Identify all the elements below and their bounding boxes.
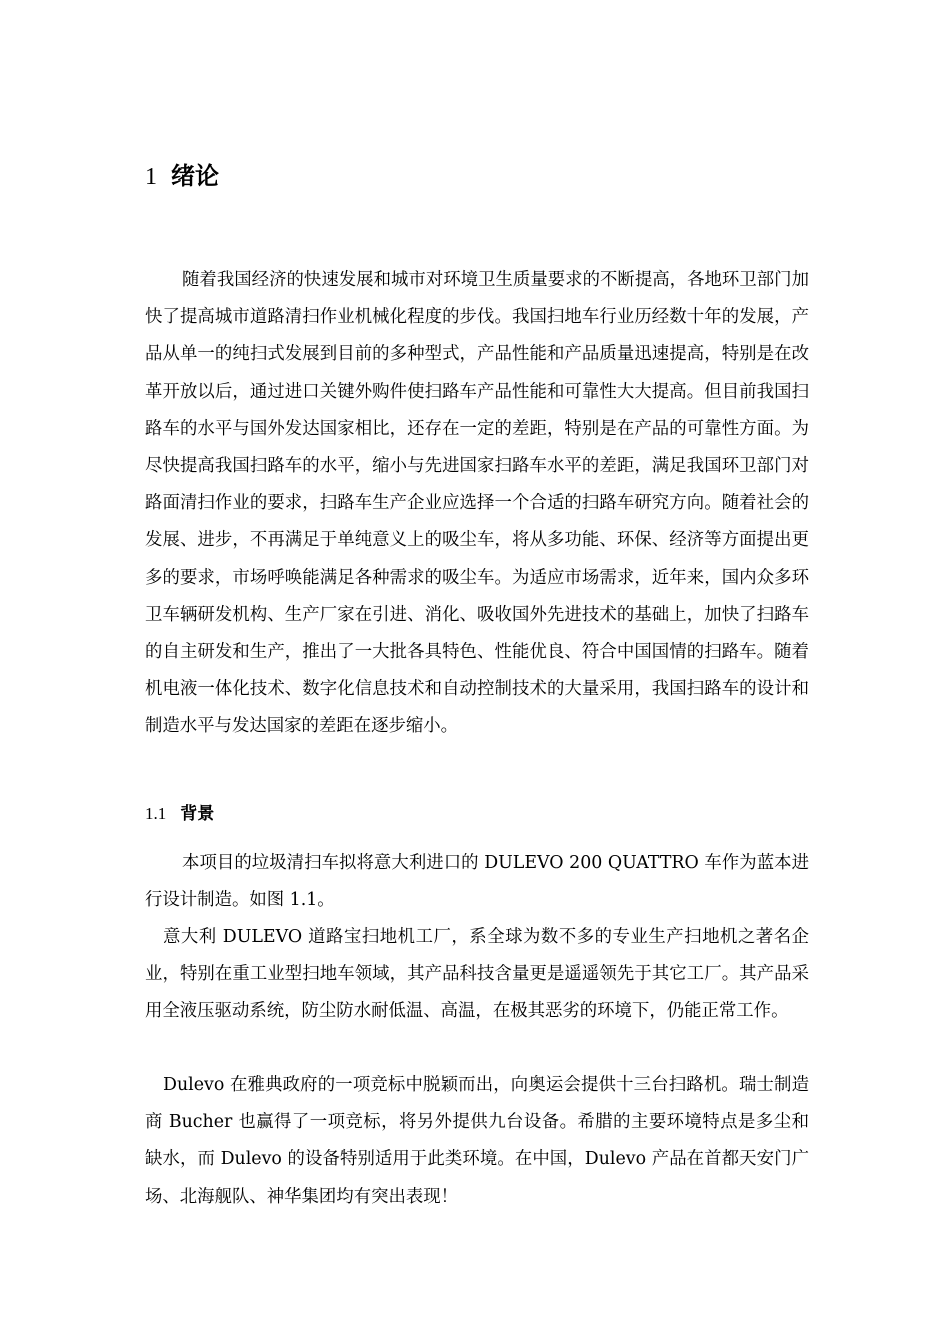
chapter-number: 1 <box>145 164 157 190</box>
section-number: 1.1 <box>145 804 167 823</box>
section-title: 背景 <box>180 804 215 824</box>
project-paragraph: 本项目的垃圾清扫车拟将意大利进口的 DULEVO 200 QUATTRO 车作为蓝本进行设计制造。如图 1.1。 <box>145 853 809 911</box>
chapter-title: 绪论 <box>171 162 219 190</box>
intro-paragraph: 随着我国经济的快速发展和城市对环境卫生质量要求的不断提高，各地环卫部门加快了提高城市道路清扫作业机械化程度的步伐。我国扫地车行业历经数十年的发展，产品从单一的纯扫式发展到目前的多种型式，产品性能和产品质量迅速提高，特别是在改革开放以后，通过进口关键外购件使扫路车产品性能和可靠性大大提高。但目前我国扫路车的水平与国外发达国家相比，还存在一定的差距，特别是在产品的可靠性方面。为尽快提高我国扫路车的水平，缩小与先进国家扫路车水平的差距，满足我国环卫部门对路面清扫作业的要求，扫路车生产企业应选择一个合适的扫路车研究方向。随着社会的发展、进步，不再满足于单纯意义上的吸尘车，将从多功能、环保、经济等方面提出更多的要求，市场呼唤能满足各种需求的吸尘车。为适应市场需求，近年来，国内众多环卫车辆研发机构、生产厂家在引进、消化、吸收国外先进技术的基础上，加快了扫路车的自主研发和生产，推出了一大批各具特色、性能优良、符合中国国情的扫路车。随着机电液一体化技术、数字化信息技术和自动控制技术的大量采用，我国扫路车的设计和制造水平与发达国家的差距在逐步缩小。 <box>145 270 809 737</box>
section-heading <box>145 798 214 830</box>
dulevo-company-paragraph: 意大利 DULEVO 道路宝扫地机工厂，系全球为数不多的专业生产扫地机之著名企业，特别在重工业型扫地车领域，其产品科技含量更是遥遥领先于其它工厂。其产品采用全液压驱动系统，防尘防水耐低温、高温，在极其恶劣的环境下，仍能正常工作。 <box>145 927 809 1022</box>
chapter-heading <box>145 156 219 197</box>
dulevo-olympics-paragraph: Dulevo 在雅典政府的一项竞标中脱颖而出，向奥运会提供十三台扫路机。瑞士制造商 Bucher 也赢得了一项竞标，将另外提供九台设备。希腊的主要环境特点是多尘和缺水，而 Dulevo 的设备特别适用于此类环境。在中国，Dulevo 产品在首都天安门广场、北海舰队、神华集团均有突出表现！ <box>145 1075 809 1207</box>
